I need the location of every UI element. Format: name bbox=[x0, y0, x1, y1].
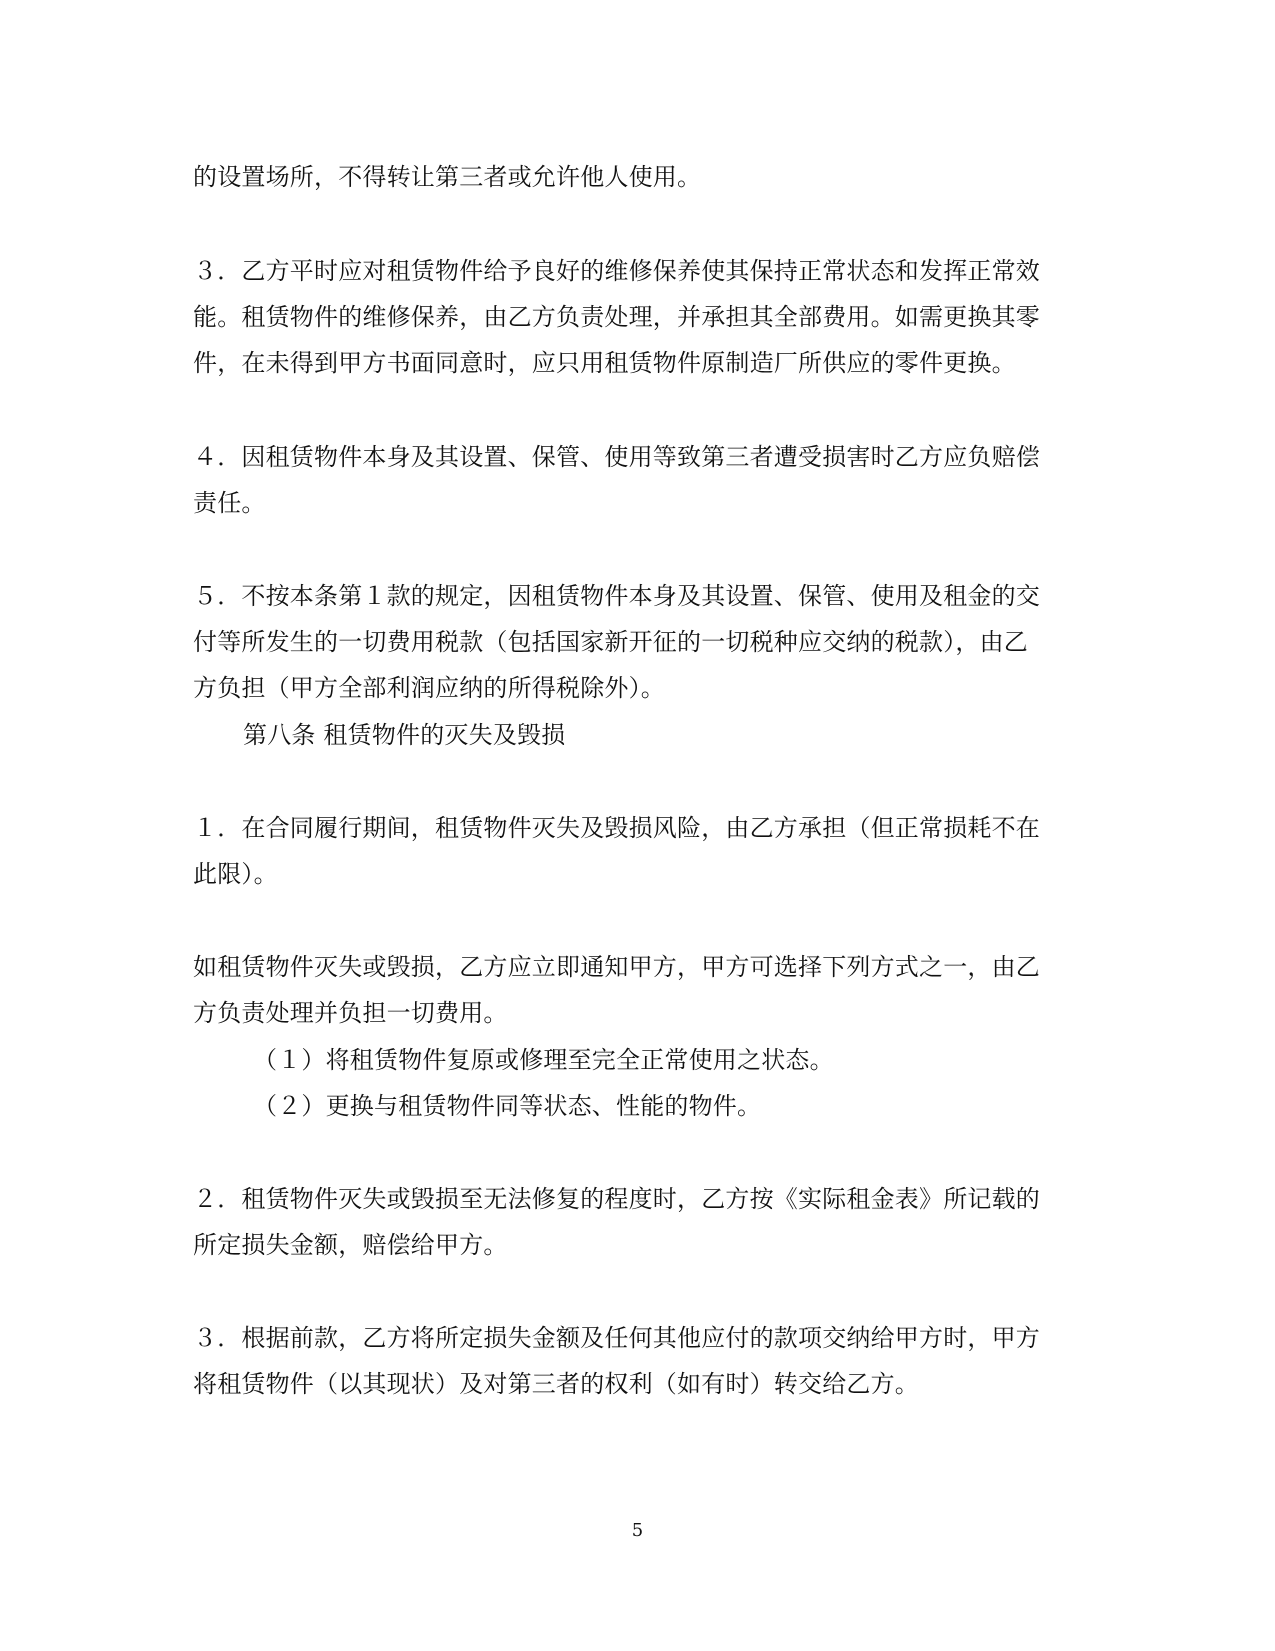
clause-3-line-2: 能。租赁物件的维修保养，由乙方负责处理，并承担其全部费用。如需更换其零 bbox=[193, 303, 1040, 331]
clause-5-line-1: ５．不按本条第１款的规定，因租赁物件本身及其设置、保管、使用及租金的交 bbox=[193, 582, 1040, 610]
article-8-clause-1-line-1: １．在合同履行期间，租赁物件灭失及毁损风险，由乙方承担（但正常损耗不在 bbox=[193, 814, 1040, 842]
notice-line-1: 如租赁物件灭失或毁损，乙方应立即通知甲方，甲方可选择下列方式之一，由乙 bbox=[193, 953, 1040, 981]
clause-5-line-3: 方负担（甲方全部利润应纳的所得税除外）。 bbox=[193, 674, 665, 702]
article-8-clause-3-line-2: 将租赁物件（以其现状）及对第三者的权利（如有时）转交给乙方。 bbox=[193, 1370, 919, 1398]
notice-line-2: 方负责处理并负担一切费用。 bbox=[193, 999, 508, 1027]
clause-3-line-1: ３．乙方平时应对租赁物件给予良好的维修保养使其保持正常状态和发挥正常效 bbox=[193, 257, 1040, 285]
option-1: （１）将租赁物件复原或修理至完全正常使用之状态。 bbox=[253, 1046, 834, 1074]
clause-3-line-3: 件，在未得到甲方书面同意时，应只用租赁物件原制造厂所供应的零件更换。 bbox=[193, 349, 1016, 377]
clause-5-line-2: 付等所发生的一切费用税款（包括国家新开征的一切税种应交纳的税款），由乙 bbox=[193, 628, 1028, 656]
clause-4-line-2: 责任。 bbox=[193, 489, 266, 517]
article-8-clause-2-line-2: 所定损失金额，赔偿给甲方。 bbox=[193, 1231, 508, 1259]
clause-4-line-1: ４．因租赁物件本身及其设置、保管、使用等致第三者遭受损害时乙方应负赔偿 bbox=[193, 443, 1040, 471]
article-8-clause-3-line-1: ３．根据前款，乙方将所定损失金额及任何其他应付的款项交纳给甲方时，甲方 bbox=[193, 1324, 1040, 1352]
option-2: （２）更换与租赁物件同等状态、性能的物件。 bbox=[253, 1092, 762, 1120]
page-number: 5 bbox=[631, 1520, 644, 1541]
article-8-clause-1-line-2: 此限）。 bbox=[193, 860, 278, 888]
article-8-heading: 第八条 租赁物件的灭失及毁损 bbox=[243, 721, 566, 749]
article-8-clause-2-line-1: ２．租赁物件灭失或毁损至无法修复的程度时，乙方按《实际租金表》所记载的 bbox=[193, 1185, 1040, 1213]
text-line: 的设置场所，不得转让第三者或允许他人使用。 bbox=[193, 163, 702, 191]
